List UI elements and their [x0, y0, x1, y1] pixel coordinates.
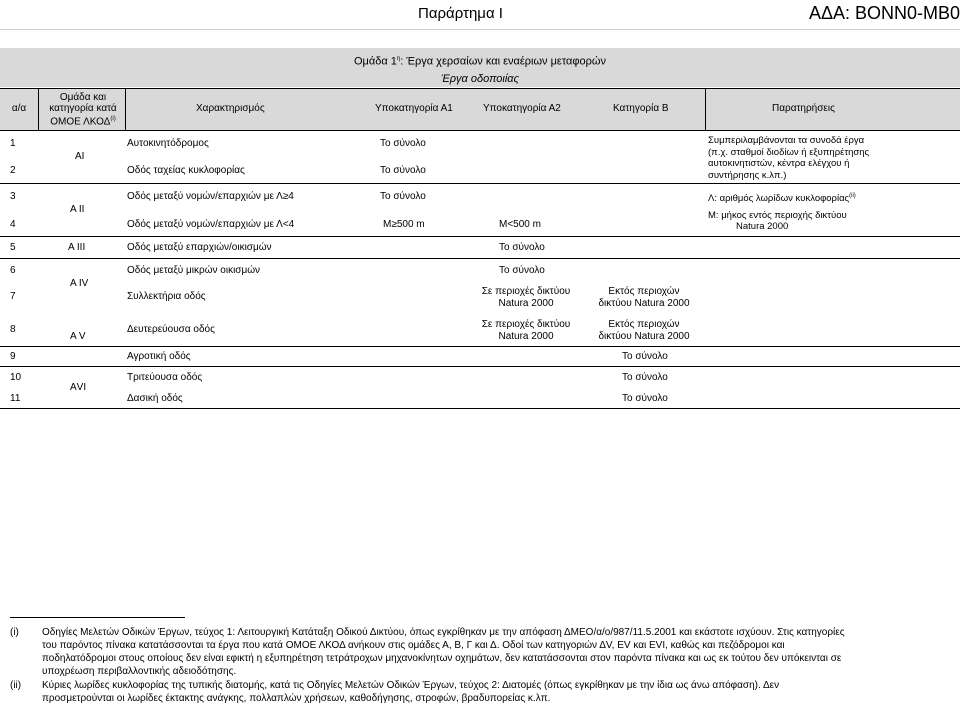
row-2-number: 2	[10, 165, 16, 176]
ada-code: ΑΔΑ: ΒΟΝΝ0-ΜΒ0	[808, 3, 960, 23]
row-7-a2: Σε περιοχές δικτύου Natura 2000	[481, 286, 571, 309]
group-aii: Α ΙΙ	[70, 204, 85, 215]
footnote-ii-mark: (ii)	[10, 680, 22, 691]
row-11-desc: Δασική οδός	[127, 393, 183, 404]
row-8-b: Εκτός περιοχών δικτύου Natura 2000	[598, 319, 690, 342]
row-3-number: 3	[10, 191, 16, 202]
group-aiii: Α ΙΙΙ	[68, 242, 86, 253]
row-8-number: 8	[10, 324, 16, 335]
row-9-number: 9	[10, 351, 16, 362]
rule-h	[0, 236, 960, 237]
subgroup-title: Έργα οδοποιίας	[441, 73, 519, 85]
group-aiv: Α ΙV	[70, 278, 89, 289]
col-group: Ομάδα και κατηγορία κατά ΟΜΟΕ ΛΚΟΔ$^{(i)}$	[49, 92, 117, 128]
row-6-number: 6	[10, 265, 16, 276]
footnote-ii: Κύριες λωρίδες κυκλοφορίας της τυπικής διατομής, κατά τις Οδηγίες Μελετών Οδικών Έργων, τεύχος 2: Διατομές (όπως εγκρίθηκαν με την ίδια ως άνω απόφαση). Δεν προσμετρούνται οι λωρίδες έκτακτης ανάγκης, πολλαπλών χρήσεων, καθοδήγησης, στροφών, βραδυπορείας κ.λπ.	[42, 680, 780, 704]
group-title: Ομάδα $1^\eta$: Έργα χερσαίων και εναέριων μεταφορών	[354, 55, 606, 68]
row-7-b: Εκτός περιοχών δικτύου Natura 2000	[598, 286, 690, 309]
row-7-desc: Συλλεκτήρια οδός	[127, 291, 206, 302]
rule-h	[0, 408, 960, 409]
row-5-desc: Οδός μεταξύ επαρχιών/οικισμών	[127, 242, 272, 253]
group-avi: ΑVΙ	[70, 382, 87, 393]
row-1-desc: Αυτοκινητόδρομος	[127, 138, 209, 149]
row-1-number: 1	[10, 138, 16, 149]
rule-v	[125, 88, 126, 130]
rule-h	[0, 366, 960, 367]
row-3-desc: Οδός μεταξύ νομών/επαρχιών με Λ≥4	[127, 191, 294, 202]
col-aa: α/α	[11, 103, 27, 114]
footnote-i-mark: (i)	[10, 627, 19, 638]
rule-h	[0, 258, 960, 259]
row-4-number: 4	[10, 219, 16, 230]
col-a2: Υποκατηγορία Α2	[483, 103, 561, 114]
row-5-number: 5	[10, 242, 16, 253]
rule-h	[0, 183, 960, 184]
row-10-number: 10	[10, 372, 22, 383]
row-8-a2: Σε περιοχές δικτύου Natura 2000	[481, 319, 571, 342]
row-8-desc: Δευτερεύουσα οδός	[127, 324, 215, 335]
row-11-number: 11	[10, 393, 21, 404]
group-ai: ΑΙ	[75, 151, 85, 162]
header-divider	[0, 29, 960, 30]
row-6-desc: Οδός μεταξύ μικρών οικισμών	[127, 265, 261, 276]
rule-h	[0, 88, 960, 89]
footnote-i: Οδηγίες Μελετών Οδικών Έργων, τεύχος 1: Λειτουργική Κατάταξη Οδικού Δικτύου, όπως εγκρίθηκαν με την απόφαση ΔΜΕΟ/α/ο/987/11.5.2001 και εκάστοτε ισχύουν. Στις κατηγορίες του παρόντος πίνακα κατατάσσονται τα έργα που κατά ΟΜΟΕ ΛΚΟΔ ανήκουν στις ομάδες Α, Β, Γ και Δ. Οδοί των κατηγοριών ΔV, ΕV και ΕVΙ, καθώς και πεζόδρομοι και ποδηλατόδρομοι στους οποίους δεν είναι εφικτή η εξυπηρέτηση τετράτροχων μηχανοκίνητων οχημάτων, δεν κατατάσσονται στον παρόντα πίνακα και ως εκ τούτου δεν υπόκεινται σε υποχρέωση περιβαλλοντικής αδειοδότησης.	[42, 627, 845, 677]
notes-rows-3-4: Λ: αριθμός λωρίδων κυκλοφορίας$^{(ii)}$ Μ: μήκος εντός περιοχής δικτύου Natura 2000	[708, 193, 856, 233]
row-1-a1: Το σύνολο	[380, 138, 426, 149]
row-10-desc: Τριτεύουσα οδός	[127, 372, 203, 383]
row-11-b: Το σύνολο	[622, 393, 668, 404]
col-a1: Υποκατηγορία Α1	[375, 103, 453, 114]
col-b: Κατηγορία Β	[613, 103, 669, 114]
row-5-a2: Το σύνολο	[499, 242, 545, 253]
row-7-number: 7	[10, 291, 16, 302]
row-4-a1: Μ≥500 m	[383, 219, 425, 230]
rule-v	[38, 88, 39, 130]
rule-h	[0, 130, 960, 131]
col-notes: Παρατηρήσεις	[772, 103, 835, 114]
row-2-a1: Το σύνολο	[380, 165, 426, 176]
group-av: Α V	[70, 331, 86, 342]
row-4-desc: Οδός μεταξύ νομών/επαρχιών με Λ<4	[127, 219, 295, 230]
row-9-desc: Αγροτική οδός	[127, 351, 191, 362]
row-3-a1: Το σύνολο	[380, 191, 426, 202]
notes-rows-1-2: Συμπεριλαμβάνονται τα συνοδά έργα (π.χ. σταθμοί διοδίων ή εξυπηρέτησης αυτοκινητιστών, κέντρα ελέγχου ή συντήρησης κ.λπ.)	[708, 135, 870, 181]
row-10-b: Το σύνολο	[622, 372, 668, 383]
rule-v	[705, 88, 706, 130]
row-9-b: Το σύνολο	[622, 351, 668, 362]
row-2-desc: Οδός ταχείας κυκλοφορίας	[127, 165, 245, 176]
footnote-separator	[10, 617, 185, 618]
appendix-title: Παράρτημα Ι	[418, 5, 503, 22]
row-4-a2: Μ<500 m	[499, 219, 541, 230]
row-6-a2: Το σύνολο	[499, 265, 545, 276]
col-char: Χαρακτηρισμός	[196, 103, 265, 114]
rule-h	[0, 346, 960, 347]
